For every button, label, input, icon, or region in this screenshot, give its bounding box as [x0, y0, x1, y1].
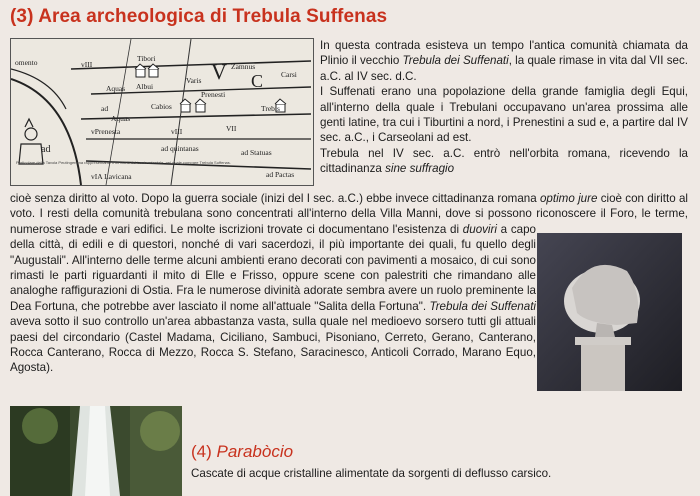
- section-4-number: (4): [191, 442, 217, 461]
- map-label: vIII: [81, 60, 93, 69]
- p3a-text: Trebula nel IV sec. a.C. entrò nell'orbita romana, ricevendo la cittadinanza: [320, 146, 688, 176]
- paragraph-segment: aveva sotto il suo controllo un'area abbastanza vasta, sulla quale nel medioevo sorsero tutti gli attuali paesi del circondario (Castel Madama, Ciciliano, Sambuci, Pisoniano, Cerreto, Gerano, Canterano, Rocca Canterano, Rocca di Mezzo, Rocca S. Stefano, Saracinesco, Anticoli Corrado, Marano Equo, Agosta).: [10, 315, 536, 375]
- italic-term: duoviri: [462, 222, 497, 236]
- map-label: ad: [101, 104, 109, 113]
- map-caption: Particolare della Tavola Peutingeriana rappresentante il territorio del Lazio orientale, nel quale compare Trebula Suffenas.: [16, 160, 231, 165]
- map-label: vIA Lavicana: [91, 172, 132, 181]
- map-label: Prenesti: [201, 90, 226, 99]
- svg-text:C: C: [251, 71, 264, 91]
- map-label: ad Pactas: [266, 170, 295, 179]
- map-label: vPrenesta: [91, 127, 121, 136]
- section-4-name: Parabòcio: [216, 442, 294, 461]
- map-label: omento: [15, 58, 38, 67]
- map-label: Cabios: [151, 102, 172, 111]
- section-4-description: Cascate di acque cristalline alimentate da sorgenti di deflusso carsico.: [191, 467, 552, 480]
- map-label: Varis: [186, 76, 202, 85]
- main-body-text: [10, 191, 688, 403]
- page-title: (3) Area archeologica di Trebula Suffenas: [10, 6, 388, 27]
- intro-paragraph: [320, 38, 688, 177]
- svg-text:ad: ad: [41, 144, 51, 155]
- waterfall-photo: [10, 406, 182, 496]
- map-label: vIII: [171, 127, 183, 136]
- map-label: Albui: [136, 82, 154, 91]
- p1-rest: , la quale rimase in vita dal VII sec. a.C. al IV sec. d.C.: [320, 54, 688, 83]
- p2-text: I Suffenati erano una popolazione della grande famiglia degli Equi, all'interno della quale i Trebulani occupavano un'area prossima alle genti latine, tra cui i Tiburtini a nord, i Prenestini a sud e, a partire dal IV sec. a.C., i Carseolani ad est.: [320, 85, 688, 145]
- p1-text: In questa contrada esisteva un tempo l'antica comunità chiamata da Plinio il vecchio: [320, 39, 688, 68]
- map-label: Carsi: [281, 70, 297, 79]
- map-label: VII: [226, 124, 237, 133]
- map-label: Zamnus: [231, 62, 256, 71]
- svg-text:V: V: [211, 59, 227, 84]
- p1-italic: Trebula dei Suffenati: [402, 54, 509, 68]
- paragraph-segment: cioè senza diritto al voto. Dopo la guerra sociale (inizi del I sec. a.C.) ebbe invece cittadinanza romana: [10, 192, 540, 205]
- map-label: Tibori: [137, 54, 156, 63]
- paragraph-segment: cioè con diritto al voto. I resti della comunità trebulana sono concentrati all'interno della Villa Manni, dove si possono riconoscere il Foro, le terme, numerose strade e vari edifici. Le molte iscrizioni trovate ci documentano l'esistenza di: [10, 192, 688, 236]
- map-label: Trebis: [261, 104, 280, 113]
- section-4-heading: [191, 442, 293, 462]
- italic-term: optimo jure: [539, 192, 598, 205]
- map-label: ad quintanas: [161, 144, 199, 153]
- map-label: Aquas: [106, 84, 126, 93]
- paragraph-segment: a capo della città, di edili e di questori, nonché di vari sacerdozi, il più importante dei quali, fu quello degli "Augustali". All'interno delle terme alcuni ambienti erano decorati con pavimenti a mosaico, di cui sono rimasti le parti riguardanti il mito di Elle e Frisso, oppure scene con palestriti che rimandano alle analoghe raffigurazioni di Ostia. Fra le numerose divinità adorate sembra avere un ruolo preminente la Dea Fortuna, che potrebbe aver lasciato il nome all'attuale "Salita della Fortuna".: [10, 222, 536, 313]
- map-label: ad Statuas: [241, 148, 272, 157]
- p3a-italic: sine suffragio: [385, 162, 455, 176]
- map-label: Aquas: [111, 114, 131, 123]
- italic-term: Trebula dei Suffenati: [429, 299, 536, 313]
